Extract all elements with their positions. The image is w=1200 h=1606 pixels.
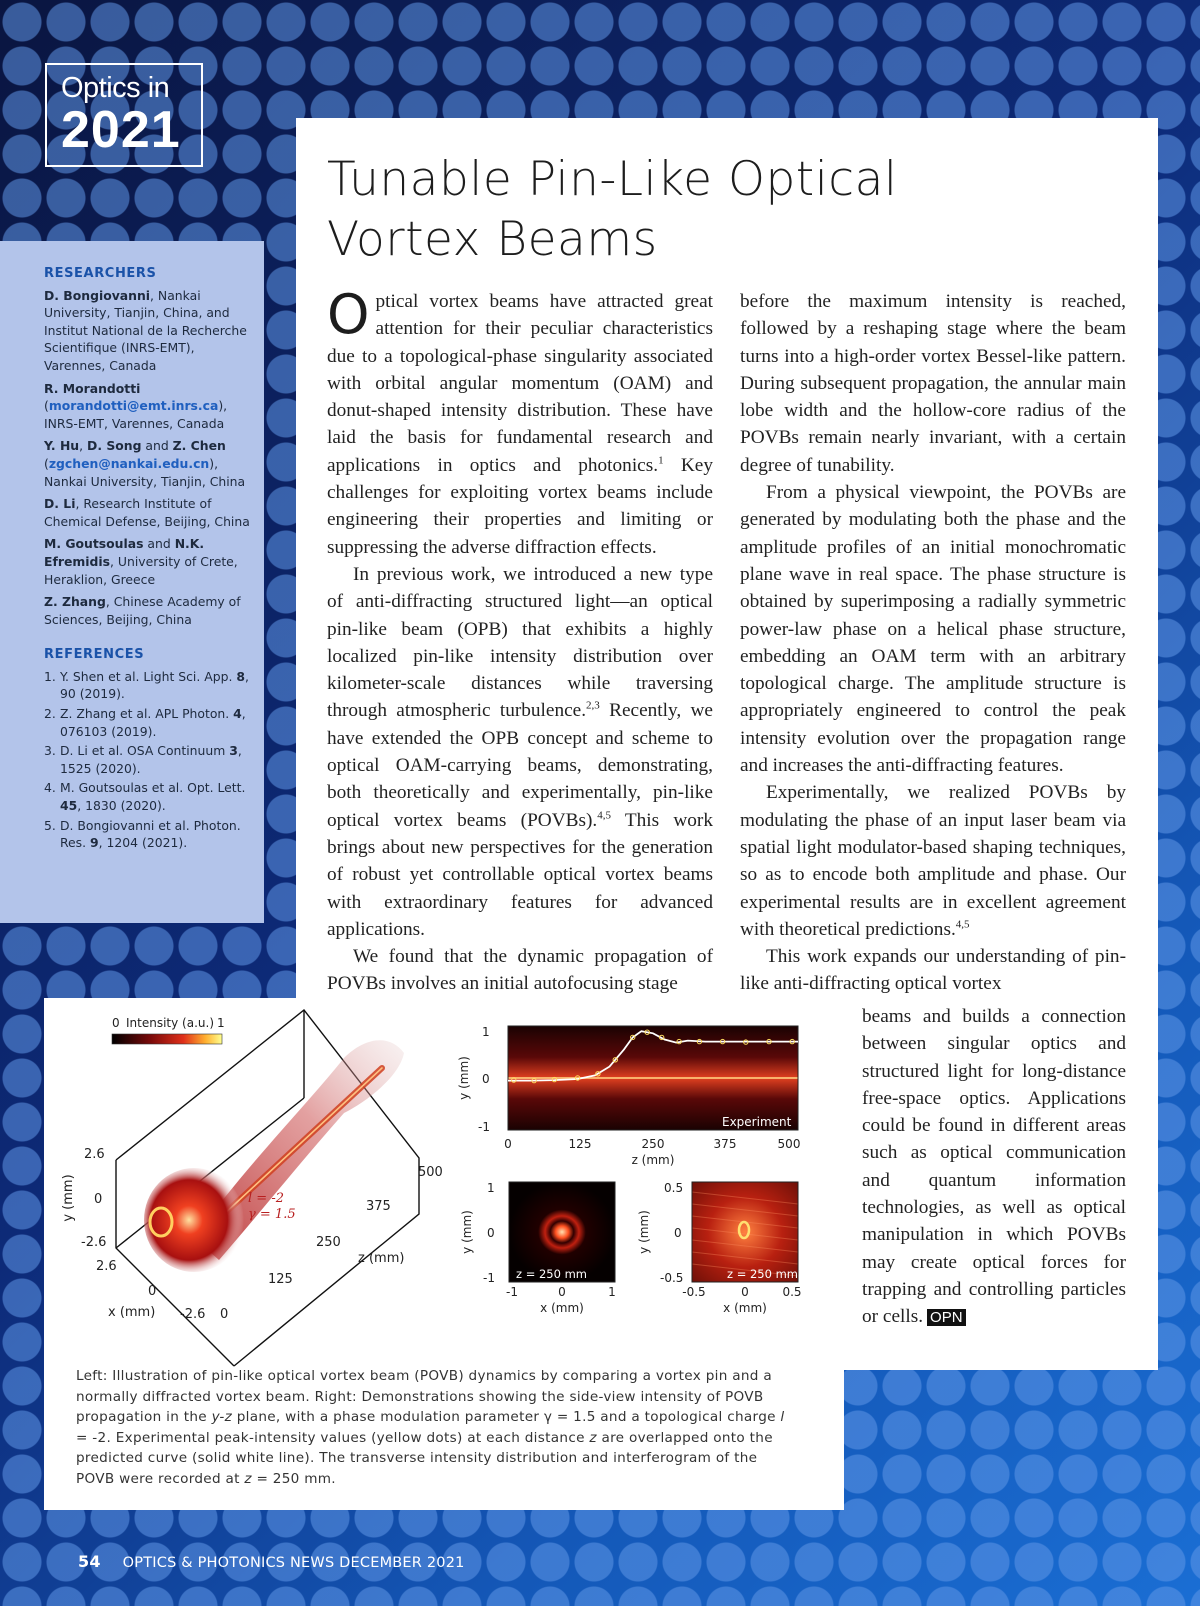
reference-item: 4. M. Goutsoulas et al. Opt. Lett. 45, 1830 (2020). (44, 780, 246, 814)
left-x-tick: 0 (148, 1284, 157, 1299)
left-z-tick: 250 (316, 1235, 341, 1250)
top-x-tick: 375 (713, 1137, 737, 1151)
bl-y-tick: 1 (487, 1181, 495, 1195)
references-heading: REFERENCES (44, 647, 145, 663)
colorbar-title: Intensity (a.u.) (126, 1016, 214, 1030)
left-y-tick: 0 (94, 1192, 103, 1207)
paragraph-1: Optical vortex beams have attracted great attention for their peculiar characteristics due to a topological-phase singularity associated with orbital angular momentum (OAM) and donut-shaped intensity distribution. These have laid the basis for fundamental research and applications in optics and photonics.$^1$ Key challenges for exploiting vortex beams include engineering their properties and limiting or suppressing the adverse diffraction effects. (327, 283, 713, 558)
article-column-2 (740, 288, 1126, 998)
vortex-bulb (144, 1168, 244, 1272)
left-x-tick: -2.6 (180, 1307, 206, 1322)
paragraph-4: From a physical viewpoint, the POVBs are generated by modulating both the phase and the amplitude profiles of an initial monochromatic plane wave in real space. The phase structure is obtained by superimposing a radially symmetric power-law phase on a helical phase structure, embedding an OAM term with an arbitrary topological charge. The amplitude structure is appropriately engineered to control the peak intensity evolution over the propagation range and increases the anti-diffracting features. (740, 482, 1126, 777)
top-x-axis-label: z (mm) (631, 1153, 675, 1167)
bl-x-axis-label: x (mm) (540, 1301, 584, 1315)
interferogram-inset-label: z = 250 mm (727, 1267, 798, 1281)
researcher-4: D. Li, Research Institute of Chemical Defense, Beijing, China (44, 496, 250, 529)
left-z-tick: 125 (268, 1272, 293, 1287)
paragraph-6-end: beams and builds a connection between singular optics and structured light for long-distance free-space optics. Applications could be found in different areas such as optical communication and quantum information technologies, as well as optical manipulation in which POVBs may create optical forces for trapping and controlling particles or cells. OPN (862, 1006, 1126, 1328)
param-l: l = -2 (248, 1191, 284, 1206)
left-z-tick: 0 (220, 1307, 229, 1322)
colorbar-max-label: 1 (217, 1016, 225, 1030)
title-line-1: Tunable Pin-Like Optical (327, 152, 898, 207)
br-x-axis-label: x (mm) (723, 1301, 767, 1315)
left-y-tick: -2.6 (81, 1235, 107, 1250)
br-x-tick: 0 (741, 1285, 749, 1299)
left-y-axis-label: y (mm) (61, 1174, 76, 1222)
researcher-5: M. Goutsoulas and N.K. Efremidis, University of Crete, Heraklion, Greece (44, 536, 238, 587)
drop-cap: O (327, 283, 370, 346)
top-y-tick: -1 (478, 1120, 490, 1134)
reference-item: 5. D. Bongiovanni et al. Photon. Res. 9, 1204 (2021). (44, 817, 241, 851)
top-x-tick: 0 (504, 1137, 512, 1151)
reference-item: 2. Z. Zhang et al. APL Photon. 4, 076103 (2019). (44, 706, 246, 739)
figure-caption: Left: Illustration of pin-like optical vortex beam (POVB) dynamics by comparing a vortex pin and a normally diffracted vortex beam. Right: Demonstrations showing the side-view intensity of POVB propagation in the y-z plane, with a phase modulation parameter γ = 1.5 and a topological charge l = -2. Experimental peak-intensity values (yellow dots) at each distance z are overlapped onto the predicted curve (solid white line). The transverse intensity distribution and interferogram of the POVB were recorded at z = 250 mm. (76, 1368, 785, 1487)
left-z-tick: 375 (366, 1199, 391, 1214)
researcher-2: R. Morandotti (morandotti@emt.inrs.ca), INRS-EMT, Varennes, Canada (44, 380, 228, 431)
paragraph-6-start: This work expands our understanding of pin-like anti-diffracting optical vortex (740, 946, 1126, 995)
page-footer (78, 1552, 465, 1571)
br-y-tick: 0 (674, 1226, 682, 1240)
badge-year: 2021 (61, 101, 181, 159)
researchers-heading: RESEARCHERS (44, 266, 157, 281)
top-x-tick: 125 (568, 1137, 592, 1151)
article-column-1 (327, 283, 713, 998)
publication-line: OPTICS & PHOTONICS NEWS DECEMBER 2021 (122, 1555, 465, 1571)
left-y-tick: 2.6 (84, 1147, 105, 1162)
badge-line1: Optics in (61, 72, 170, 104)
bl-y-tick: 0 (487, 1226, 495, 1240)
optics-in-2021-badge (45, 63, 203, 167)
experiment-label: Experiment (722, 1115, 792, 1129)
left-z-axis-label: z (mm) (358, 1251, 405, 1266)
left-x-tick: 2.6 (96, 1259, 117, 1274)
paragraph-5: Experimentally, we realized POVBs by modulating the phase of an input laser beam via spatial light modulator-based shaping techniques, so as to encode both amplitude and phase. Our experimental results are in excellent agreement with theoretical predictions.$^{4,5}$ (740, 782, 1126, 940)
sidebar (0, 241, 264, 923)
reference-item: 1. Y. Shen et al. Light Sci. App. 8, 90 (2019). (44, 668, 249, 702)
reference-item: 3. D. Li et al. OSA Continuum 3, 1525 (2020). (44, 743, 242, 776)
left-z-tick: 500 (418, 1165, 443, 1180)
left-x-axis-label: x (mm) (108, 1305, 156, 1320)
article-title (327, 150, 947, 270)
br-x-tick: 0.5 (782, 1285, 802, 1299)
br-y-tick: 0.5 (664, 1181, 684, 1195)
article-column-2-continued (862, 1003, 1126, 1332)
email-link-zgchen[interactable]: zgchen@nankai.edu.cn (48, 455, 210, 471)
top-y-axis-label: y (mm) (457, 1056, 471, 1100)
researcher-3: Y. Hu, D. Song and Z. Chen (zgchen@nankai.edu.cn), Nankai University, Tianjin, China (44, 438, 246, 489)
opn-end-mark: OPN (927, 1309, 966, 1326)
br-y-tick: -0.5 (660, 1271, 684, 1285)
colorbar (112, 1034, 222, 1044)
side-view-plot (508, 1026, 798, 1130)
researcher-1: D. Bongiovanni, Nankai University, Tianjin, China, and Institut National de la Recherche Scientifique (INRS-EMT), Varennes, Canada (44, 287, 247, 373)
top-y-tick: 0 (482, 1072, 490, 1086)
researcher-6: Z. Zhang, Chinese Academy of Sciences, Beijing, China (44, 594, 241, 627)
paragraph-2: In previous work, we introduced a new type of anti-diffracting structured light—an optical pin-like beam (OPB) that exhibits a highly localized pin-like intensity distribution over kilometer-scale distances while traversing through atmospheric turbulence.$^{2,3}$ Recently, we have extended the OPB concept and scheme to optical OAM-carrying beams, demonstrating, both theoretically and experimentally, pin-like optical vortex beams (POVBs).$^{4,5}$ This work brings about new perspectives for the generation of robust yet controllable optical vortex beams with extraordinary features for advanced applications. (327, 563, 713, 940)
br-y-axis-label: y (mm) (637, 1210, 651, 1254)
transverse-inset-label: z = 250 mm (516, 1267, 587, 1281)
br-x-tick: -0.5 (682, 1285, 706, 1299)
bl-x-tick: 1 (608, 1285, 616, 1299)
param-gamma: γ = 1.5 (248, 1207, 296, 1222)
bl-y-tick: -1 (483, 1271, 495, 1285)
email-link-morandotti[interactable]: morandotti@emt.inrs.ca (48, 398, 219, 414)
colorbar-min-label: 0 (112, 1016, 120, 1030)
paragraph-3-start: We found that the dynamic propagation of POVBs involves an initial autofocusing stage (327, 946, 713, 995)
bl-x-tick: 0 (558, 1285, 566, 1299)
title-line-2: Vortex Beams (327, 212, 658, 267)
bl-x-tick: -1 (506, 1285, 518, 1299)
paragraph-3-end: before the maximum intensity is reached, followed by a reshaping stage where the beam turns into a high-order vortex Bessel-like pattern. During subsequent propagation, the annular main lobe width and the hollow-core radius of the POVBs remain nearly invariant, with a certain degree of tunability. (740, 291, 1126, 476)
top-y-tick: 1 (482, 1025, 490, 1039)
page-number: 54 (78, 1552, 101, 1571)
top-x-tick: 500 (777, 1137, 801, 1151)
bl-y-axis-label: y (mm) (460, 1210, 474, 1254)
top-x-tick: 250 (641, 1137, 665, 1151)
